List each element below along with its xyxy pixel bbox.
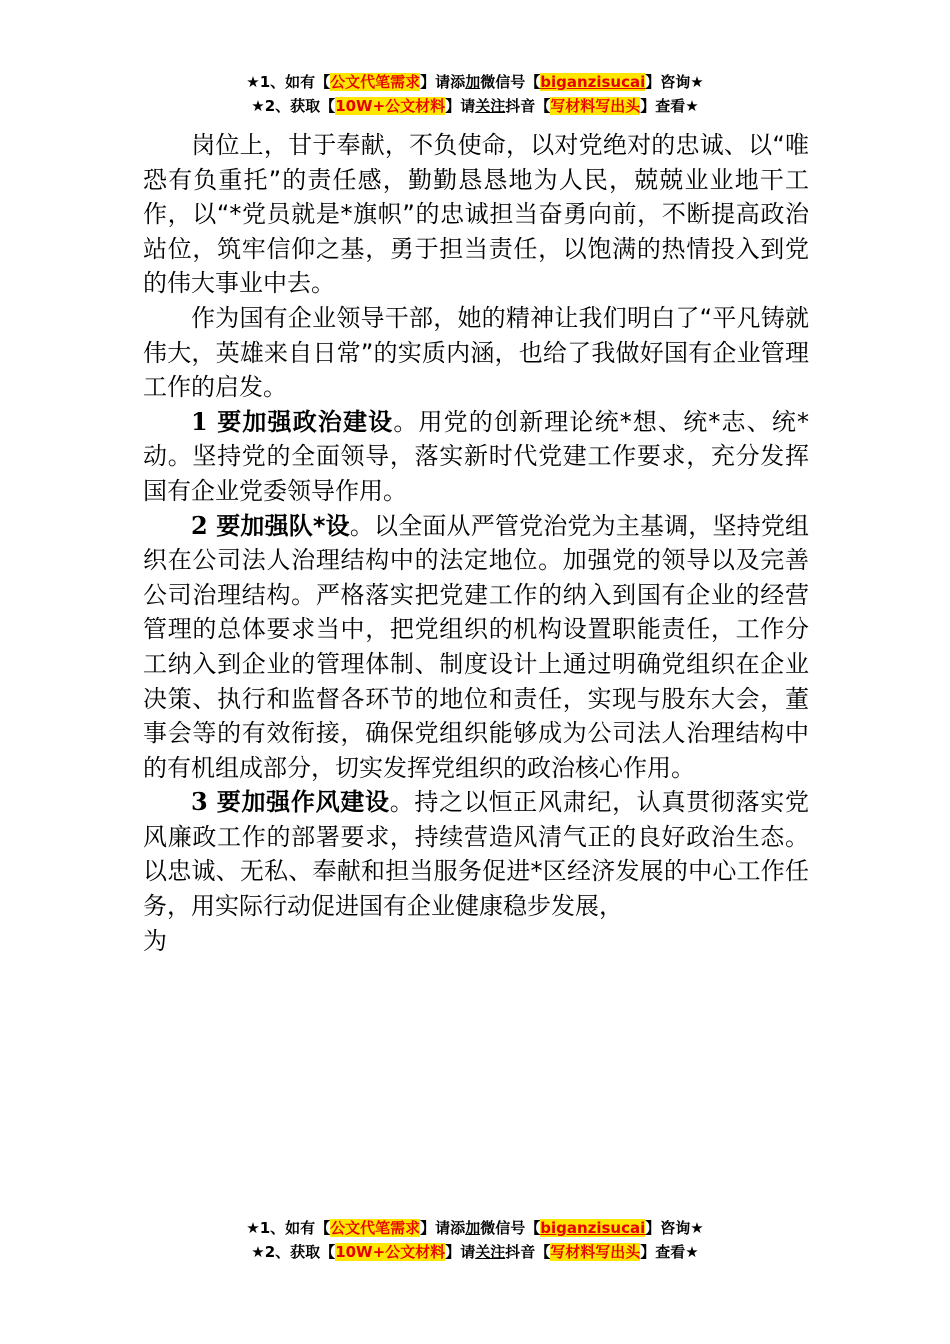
paragraph-point-3 (143, 785, 809, 923)
banner-line-2 (0, 94, 950, 118)
point-text: 。以全面从严管党治党为主基调，坚持党组织在公司法人治理结构中的法定地位。加强党的领导以及完善公司治理结构。严格落实把党建工作的纳入到国有企业的经营管理的总体要求当中，把党组织的机构设置职能责任，工作分工纳入到企业的管理体制、制度设计上通过明确党组织在企业决策、执行和监督各环节的地位和责任，实现与股东大会，董事会等的有效衔接，确保党组织能够成为公司法人治理结构中的有机组成部分，切实发挥党组织的政治核心作用。 (143, 511, 809, 782)
banner-text: ★1、如有【 (246, 1219, 331, 1237)
paragraph-point-2 (143, 509, 809, 786)
footer-banner (0, 1216, 950, 1264)
header-banner (0, 70, 950, 118)
banner-highlight: 公文代笔需求 (330, 73, 421, 91)
banner-highlight: 10W+公文材料 (335, 97, 446, 115)
banner-text: 抖音【 (505, 1243, 551, 1261)
wechat-id-link[interactable]: biganzisucai (540, 73, 646, 91)
banner-underlined-text: 关注 (475, 1243, 506, 1261)
point-text: 。持之以恒正风肃纪，认真贯彻落实党风廉政工作的部署要求，持续营造风清气正的良好政治生态。以忠诚、无私、奉献和担当服务促进*区经济发展的中心工作任务，用实际行动促进国有企业健康稳步发展， (143, 788, 810, 921)
banner-text: ★1、如有【 (246, 73, 331, 91)
banner-text: 微信号【 (480, 73, 541, 91)
banner-underlined-text: 加 (465, 1219, 481, 1237)
banner-underlined-text: 关注 (475, 97, 506, 115)
paragraph: 作为国有企业领导干部，她的精神让我们明白了“平凡铸就伟大，英雄来自日常”的实质内涵，也给了我做好国有企业管理工作的启发。 (143, 303, 809, 402)
wechat-id-link[interactable]: biganzisucai (540, 1219, 646, 1237)
point-title: 要加强队*设 (216, 511, 350, 540)
point-number: 2 (191, 510, 208, 540)
point-title: 要加强政治建设 (217, 407, 394, 436)
banner-text: 】查看★ (640, 97, 699, 115)
banner-text: 】请添 (420, 1219, 466, 1237)
banner-highlight: 10W+公文材料 (335, 1243, 446, 1261)
banner-text: 微信号【 (480, 1219, 541, 1237)
paragraph-text: 岗位上，甘于奉献，不负使命，以对党绝对的忠诚、以“唯恐有负重托”的责任感，勤勤恳恳地为人民，兢兢业业地干工作，以“*党员就是*旗帜”的忠诚担当奋勇向前，不断提高政治站位，筑牢信仰之基，勇于担当责任，以饱满的热情投入到党的伟大事业中去。 (143, 131, 809, 298)
banner-text: 】请 (445, 97, 476, 115)
point-heading (191, 512, 350, 540)
banner-text: 】咨询★ (645, 73, 704, 91)
point-number: 1 (191, 406, 208, 436)
banner-highlight: 公文代笔需求 (330, 1219, 421, 1237)
banner-underlined-text: 加 (465, 73, 481, 91)
banner-text: 抖音【 (505, 97, 551, 115)
point-heading (191, 788, 390, 816)
point-text: 。用党的创新理论统*想、统*志、统*动。坚持党的全面领导，落实新时代党建工作要求，充分发挥国有企业党委领导作用。 (143, 407, 810, 505)
banner-text: 】请 (445, 1243, 476, 1261)
point-title: 要加强作风建设 (216, 788, 390, 817)
paragraph-point-1 (143, 405, 809, 509)
banner-line-1 (0, 70, 950, 94)
paragraph-continued (143, 128, 809, 301)
point-number: 3 (191, 787, 208, 817)
douyin-account-highlight: 写材料写出头 (550, 97, 641, 115)
douyin-account-highlight: 写材料写出头 (550, 1243, 641, 1261)
point-heading (191, 408, 393, 436)
banner-text: 】请添 (420, 73, 466, 91)
paragraph-trailing: 为 (143, 926, 167, 955)
banner-line-2 (0, 1240, 950, 1264)
banner-text: 】咨询★ (645, 1219, 704, 1237)
banner-text: ★2、获取【 (251, 97, 336, 115)
banner-line-1 (0, 1216, 950, 1240)
document-body (143, 128, 809, 958)
banner-text: ★2、获取【 (251, 1243, 336, 1261)
banner-text: 】查看★ (640, 1243, 699, 1261)
